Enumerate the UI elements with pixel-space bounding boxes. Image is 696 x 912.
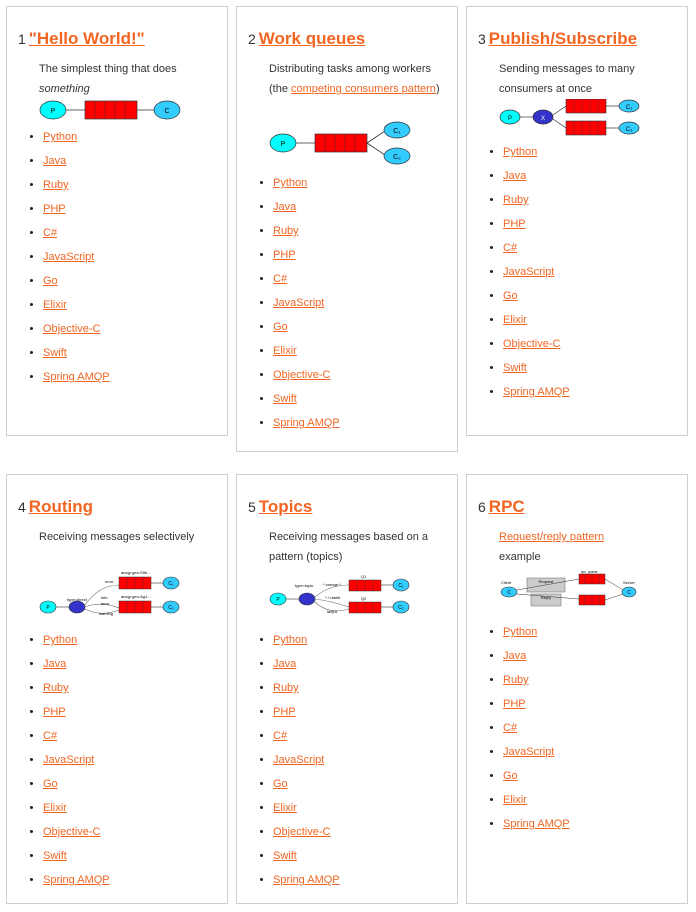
list-item — [273, 727, 340, 751]
list-item — [503, 143, 570, 167]
svg-text:error: error — [105, 579, 114, 584]
list-item — [43, 272, 110, 296]
list-item — [273, 775, 340, 799]
list-item — [273, 294, 340, 318]
list-item — [503, 647, 570, 671]
language-link[interactable]: Java — [273, 201, 297, 213]
svg-text:info: info — [101, 595, 108, 600]
language-link[interactable]: Swift — [43, 850, 67, 862]
language-link[interactable]: Python — [503, 626, 538, 638]
rpc-diagram-icon — [499, 571, 641, 609]
list-item — [273, 270, 340, 294]
tutorial-title: 5 Topics — [248, 497, 313, 516]
language-link[interactable]: Spring AMQP — [273, 874, 340, 886]
language-link[interactable]: Objective-C — [273, 369, 331, 381]
tutorial-title-link[interactable]: Work queues — [258, 29, 366, 48]
tutorial-description: Receiving messages based on a pattern (topics) — [269, 531, 428, 563]
list-item — [273, 390, 340, 414]
svg-text:Server: Server — [623, 580, 635, 585]
language-link[interactable]: Python — [273, 177, 308, 189]
svg-text:C₂: C₂ — [398, 605, 404, 611]
tutorial-title: 1 "Hello World!" — [18, 29, 145, 48]
list-item — [503, 791, 570, 815]
tutorial-title-link[interactable]: Routing — [28, 497, 93, 516]
language-link[interactable]: Python — [43, 131, 78, 143]
svg-text:C₂: C₂ — [393, 154, 401, 161]
tutorial-title: 3 Publish/Subscribe — [478, 29, 638, 48]
list-item — [503, 671, 570, 695]
language-list — [25, 128, 110, 392]
list-item — [273, 366, 340, 390]
svg-text:Q1: Q1 — [361, 575, 367, 579]
language-link[interactable]: Java — [503, 650, 527, 662]
language-link[interactable]: C# — [43, 227, 58, 239]
list-item — [503, 311, 570, 335]
language-link[interactable]: PHP — [273, 706, 296, 718]
svg-text:P: P — [276, 597, 280, 603]
list-item — [43, 128, 110, 152]
hello-world-diagram-icon — [39, 99, 181, 121]
list-item — [503, 239, 570, 263]
svg-text:type=direct: type=direct — [67, 597, 87, 602]
list-item — [43, 344, 110, 368]
tutorial-title-link[interactable]: "Hello World!" — [28, 29, 145, 48]
list-item — [43, 248, 110, 272]
tutorial-title: 2 Work queues — [248, 29, 366, 48]
language-link[interactable]: Go — [273, 321, 288, 333]
svg-text:Q2: Q2 — [361, 596, 367, 601]
list-item — [273, 198, 340, 222]
svg-text:warning: warning — [99, 611, 114, 616]
list-item — [43, 703, 110, 727]
list-item — [503, 383, 570, 407]
language-list — [255, 631, 340, 895]
list-item — [503, 335, 570, 359]
svg-text:lazy.#: lazy.# — [327, 609, 338, 614]
tutorial-card-4 — [6, 474, 228, 904]
list-item — [503, 815, 570, 839]
language-link[interactable]: Elixir — [503, 794, 527, 806]
language-link[interactable]: C# — [273, 273, 288, 285]
list-item — [43, 871, 110, 895]
list-item — [43, 320, 110, 344]
tutorial-title: 4 Routing — [18, 497, 93, 516]
language-link[interactable]: C# — [273, 730, 288, 742]
language-link[interactable]: PHP — [273, 249, 296, 261]
language-link[interactable]: Java — [273, 658, 297, 670]
tutorial-card-3 — [466, 6, 688, 436]
language-link[interactable]: Elixir — [273, 802, 297, 814]
language-link[interactable]: Swift — [43, 347, 67, 359]
language-link[interactable]: C# — [503, 242, 518, 254]
language-link[interactable]: Spring AMQP — [43, 874, 110, 886]
svg-text:C₁: C₁ — [393, 128, 401, 135]
tutorial-description: Sending messages to many consumers at once — [499, 63, 635, 95]
tutorial-title-link[interactable]: RPC — [488, 497, 525, 516]
list-item — [273, 246, 340, 270]
language-link[interactable]: Java — [43, 155, 67, 167]
list-item — [273, 318, 340, 342]
routing-diagram-icon — [39, 571, 181, 619]
language-link[interactable]: JavaScript — [43, 754, 95, 766]
language-link[interactable]: Java — [503, 170, 527, 182]
svg-text:C: C — [507, 590, 511, 596]
svg-text:C₂: C₂ — [168, 605, 174, 611]
svg-text:rpc_queue: rpc_queue — [581, 571, 598, 574]
topics-diagram-icon — [269, 575, 411, 617]
list-item — [273, 679, 340, 703]
language-list — [485, 143, 570, 407]
language-link[interactable]: Objective-C — [43, 826, 101, 838]
tutorial-description: Receiving messages selectively — [39, 531, 195, 543]
language-link[interactable]: Python — [273, 634, 308, 646]
list-item — [43, 823, 110, 847]
list-item — [503, 719, 570, 743]
language-link[interactable]: Ruby — [503, 194, 529, 206]
svg-text:C₁: C₁ — [168, 581, 174, 587]
language-link[interactable]: PHP — [503, 218, 526, 230]
list-item — [43, 847, 110, 871]
publish-subscribe-diagram-icon — [499, 99, 641, 137]
list-item — [503, 263, 570, 287]
svg-text:P: P — [46, 605, 50, 611]
svg-text:C₂: C₂ — [625, 127, 633, 133]
language-link[interactable]: Elixir — [43, 299, 67, 311]
list-item — [273, 871, 340, 895]
language-link[interactable]: Python — [43, 634, 78, 646]
list-item — [273, 799, 340, 823]
svg-text:P: P — [280, 141, 286, 148]
language-link[interactable]: Go — [503, 290, 518, 302]
list-item — [273, 342, 340, 366]
work-queues-diagram-icon — [269, 121, 411, 165]
list-item — [43, 368, 110, 392]
tutorial-card-1 — [6, 6, 228, 436]
language-link[interactable]: Spring AMQP — [503, 818, 570, 830]
list-item — [43, 631, 110, 655]
language-list — [255, 174, 340, 438]
list-item — [503, 191, 570, 215]
language-link[interactable]: Elixir — [273, 345, 297, 357]
language-link[interactable]: Spring AMQP — [503, 386, 570, 398]
tutorial-card-5 — [236, 474, 458, 904]
language-link[interactable]: Ruby — [43, 682, 69, 694]
svg-text:C₁: C₁ — [398, 583, 404, 589]
list-item — [503, 767, 570, 791]
tutorial-title-link[interactable]: Publish/Subscribe — [488, 29, 638, 48]
language-link[interactable]: Objective-C — [503, 338, 561, 350]
list-item — [503, 743, 570, 767]
language-list — [485, 623, 570, 839]
list-item — [503, 359, 570, 383]
list-item — [43, 775, 110, 799]
language-link[interactable]: Swift — [503, 362, 527, 374]
list-item — [43, 152, 110, 176]
language-link[interactable]: Spring AMQP — [43, 371, 110, 383]
tutorial-description: The simplest thing that does something — [39, 63, 177, 95]
language-link[interactable]: PHP — [43, 203, 66, 215]
list-item — [273, 222, 340, 246]
list-item — [43, 200, 110, 224]
list-item — [273, 174, 340, 198]
list-item — [43, 727, 110, 751]
svg-text:P: P — [50, 108, 56, 115]
language-link[interactable]: Java — [43, 658, 67, 670]
list-item — [503, 695, 570, 719]
list-item — [43, 296, 110, 320]
svg-text:C: C — [164, 108, 170, 115]
svg-text:Request: Request — [538, 579, 554, 584]
language-link[interactable]: C# — [503, 722, 518, 734]
language-link[interactable]: Objective-C — [43, 323, 101, 335]
language-link[interactable]: Spring AMQP — [273, 417, 340, 429]
language-link[interactable]: PHP — [503, 698, 526, 710]
language-link[interactable]: Python — [503, 146, 538, 158]
language-link[interactable]: Swift — [273, 393, 297, 405]
language-list — [25, 631, 110, 895]
language-link[interactable]: Ruby — [503, 674, 529, 686]
svg-text:Client: Client — [501, 580, 512, 585]
language-link[interactable]: Ruby — [273, 682, 299, 694]
tutorial-card-6 — [466, 474, 688, 904]
list-item — [503, 623, 570, 647]
language-link[interactable]: JavaScript — [503, 746, 555, 758]
svg-text:error: error — [101, 601, 110, 606]
language-link[interactable]: JavaScript — [503, 266, 555, 278]
svg-text:*.orange.*: *.orange.* — [323, 582, 341, 587]
svg-text:C₁: C₁ — [625, 105, 633, 111]
language-link[interactable]: JavaScript — [273, 754, 325, 766]
svg-text:*.*.rabbit: *.*.rabbit — [325, 595, 341, 600]
list-item — [273, 703, 340, 727]
language-link[interactable]: Go — [273, 778, 288, 790]
svg-text:C: C — [627, 590, 631, 596]
language-link[interactable]: PHP — [43, 706, 66, 718]
language-link[interactable]: Ruby — [43, 179, 69, 191]
tutorial-description: Request/reply pattern example — [499, 531, 605, 563]
tutorial-card-2 — [236, 6, 458, 452]
request-reply-link[interactable]: Request/reply pattern — [499, 531, 605, 543]
tutorial-title-link[interactable]: Topics — [258, 497, 313, 516]
language-link[interactable]: Objective-C — [273, 826, 331, 838]
language-link[interactable]: Go — [43, 778, 58, 790]
language-link[interactable]: C# — [43, 730, 58, 742]
svg-text:amqp.gen-S9b...: amqp.gen-S9b... — [121, 571, 151, 575]
svg-text:type=topic: type=topic — [295, 583, 314, 588]
list-item — [43, 224, 110, 248]
list-item — [503, 287, 570, 311]
list-item — [503, 215, 570, 239]
list-item — [43, 799, 110, 823]
competing-consumers-link[interactable]: competing consumers pattern — [291, 83, 436, 95]
language-link[interactable]: Ruby — [273, 225, 299, 237]
list-item — [503, 167, 570, 191]
list-item — [43, 176, 110, 200]
list-item — [273, 823, 340, 847]
language-link[interactable]: Elixir — [43, 802, 67, 814]
list-item — [273, 414, 340, 438]
svg-text:Reply: Reply — [540, 595, 552, 600]
svg-text:P: P — [507, 116, 513, 122]
svg-text:X: X — [540, 116, 546, 122]
tutorial-description: Distributing tasks among workers (the competing consumers pattern) — [269, 63, 440, 95]
list-item — [43, 751, 110, 775]
language-link[interactable]: Go — [43, 275, 58, 287]
language-link[interactable]: Go — [503, 770, 518, 782]
language-link[interactable]: Swift — [273, 850, 297, 862]
language-link[interactable]: JavaScript — [273, 297, 325, 309]
list-item — [273, 751, 340, 775]
tutorial-title: 6 RPC — [478, 497, 525, 516]
language-link[interactable]: JavaScript — [43, 251, 95, 263]
list-item — [43, 655, 110, 679]
list-item — [273, 631, 340, 655]
list-item — [273, 847, 340, 871]
list-item — [43, 679, 110, 703]
list-item — [273, 655, 340, 679]
svg-text:amqp.gen-Ag1...: amqp.gen-Ag1... — [121, 594, 151, 599]
language-link[interactable]: Elixir — [503, 314, 527, 326]
